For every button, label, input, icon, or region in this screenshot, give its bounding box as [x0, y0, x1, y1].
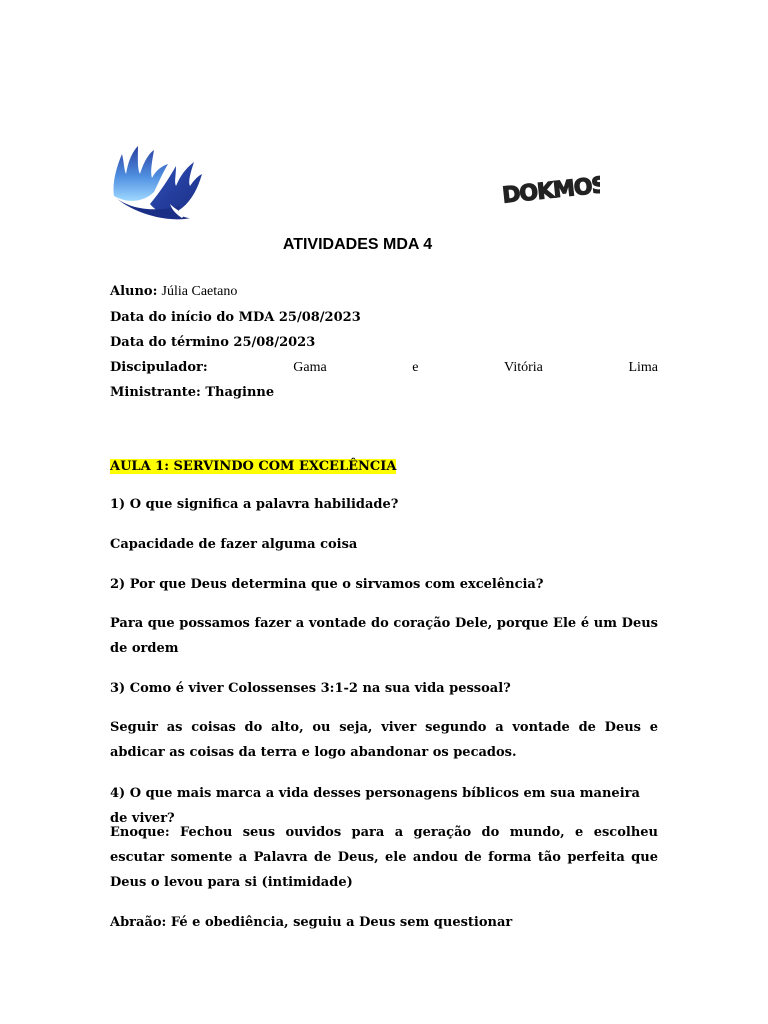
- question: 2) Por que Deus determina que o sirvamos com excelência?: [110, 577, 544, 592]
- question: 1) O que significa a palavra habilidade?: [110, 497, 399, 512]
- question: 3) Como é viver Colossenses 3:1-2 na sua vida pessoal?: [110, 681, 511, 696]
- question: 4) O que mais marca a vida desses personagens bíblicos em sua maneira de viver?: [110, 786, 640, 826]
- discipulador-word: e: [412, 360, 419, 375]
- ministrante-line: Ministrante: Thaginne: [110, 385, 275, 400]
- answer: Enoque: Fechou seus ouvidos para a geração do mundo, e escolheu escutar somente a Palavra de Deus, ele andou de forma tão perfeita que Deus o levou para si (intimidade): [110, 825, 658, 890]
- aluno-label: Aluno:: [110, 284, 158, 299]
- page-title: ATIVIDADES MDA 4: [282, 236, 433, 253]
- discipulador-word: Vitória: [504, 360, 543, 375]
- inicio-line: Data do início do MDA 25/08/2023: [110, 310, 361, 325]
- student-info: [110, 284, 658, 414]
- termino-line: Data do término 25/08/2023: [110, 335, 316, 350]
- answer: Abraão: Fé e obediência, seguiu a Deus sem questionar: [110, 915, 513, 930]
- answer: Seguir as coisas do alto, ou seja, viver segundo a vontade de Deus e abdicar as coisas da terra e logo abandonar os pecados.: [110, 720, 658, 760]
- discipulador-word: Lima: [628, 360, 658, 375]
- answer: Capacidade de fazer alguma coisa: [110, 537, 358, 552]
- hands-dove-icon: [110, 144, 202, 220]
- discipulador-label: Discipulador:: [110, 360, 208, 375]
- discipulador-line: [110, 360, 658, 376]
- lesson-content: [110, 454, 658, 954]
- answer: Para que possamos fazer a vontade do coração Dele, porque Ele é um Deus de ordem: [110, 616, 658, 656]
- aluno-value: Júlia Caetano: [161, 284, 238, 299]
- aluno-line: [110, 284, 658, 300]
- lesson-heading: AULA 1: SERVINDO COM EXCELÊNCIA: [110, 459, 397, 474]
- dokmos-logo-text: DOKMOS: [501, 172, 600, 209]
- dokmos-logo: [496, 160, 600, 220]
- discipulador-word: Gama: [293, 360, 327, 375]
